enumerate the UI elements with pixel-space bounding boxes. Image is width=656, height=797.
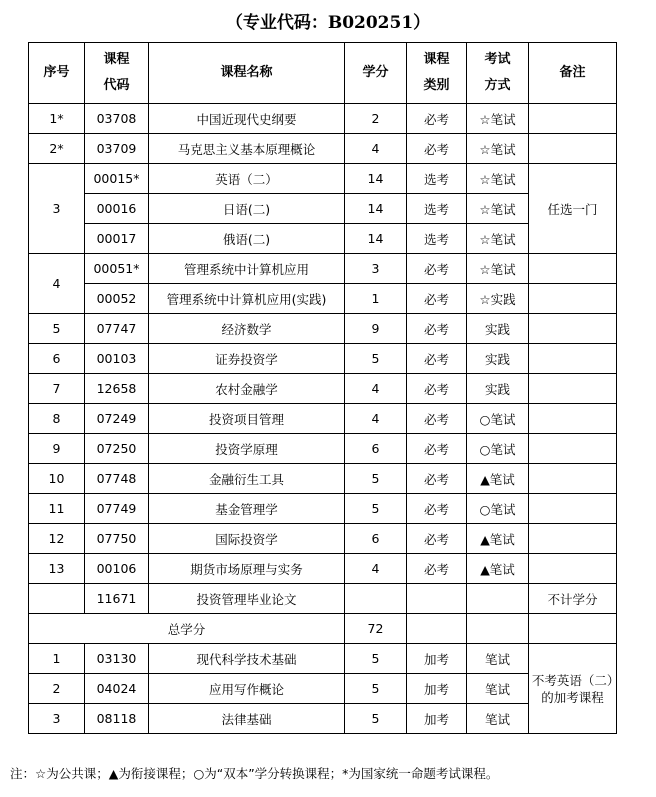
row-credit: 14 bbox=[345, 224, 407, 254]
row-name: 中国近现代史纲要 bbox=[149, 104, 345, 134]
row-credit: 5 bbox=[345, 344, 407, 374]
table-row bbox=[29, 134, 617, 164]
table-row bbox=[29, 104, 617, 134]
row-remark bbox=[529, 314, 617, 344]
header-code-line1: 课程 bbox=[103, 52, 130, 67]
table-row bbox=[29, 464, 617, 494]
row-credit: 3 bbox=[345, 254, 407, 284]
row-name: 基金管理学 bbox=[149, 494, 345, 524]
row-remark bbox=[529, 404, 617, 434]
row-exam: 实践 bbox=[467, 344, 529, 374]
row-name: 现代科学技术基础 bbox=[149, 644, 345, 674]
table-row-total bbox=[29, 614, 617, 644]
row-type: 选考 bbox=[407, 224, 467, 254]
row-credit: 5 bbox=[345, 704, 407, 734]
row-seq: 12 bbox=[29, 524, 85, 554]
table-row bbox=[29, 494, 617, 524]
row-credit: 5 bbox=[345, 674, 407, 704]
row-name: 农村金融学 bbox=[149, 374, 345, 404]
row-seq bbox=[29, 584, 85, 614]
row-type: 必考 bbox=[407, 134, 467, 164]
row-credit: 14 bbox=[345, 164, 407, 194]
table-header-row bbox=[29, 43, 617, 104]
row-exam: ▲笔试 bbox=[467, 554, 529, 584]
row-type: 必考 bbox=[407, 554, 467, 584]
row-remark bbox=[529, 134, 617, 164]
row-exam: 实践 bbox=[467, 314, 529, 344]
row-name: 应用写作概论 bbox=[149, 674, 345, 704]
row-exam: ☆实践 bbox=[467, 284, 529, 314]
row-seq: 1* bbox=[29, 104, 85, 134]
row-credit: 4 bbox=[345, 134, 407, 164]
row-name: 证券投资学 bbox=[149, 344, 345, 374]
row-type: 必考 bbox=[407, 344, 467, 374]
row-code: 12658 bbox=[85, 374, 149, 404]
row-code: 00106 bbox=[85, 554, 149, 584]
row-code: 03130 bbox=[85, 644, 149, 674]
header-name: 课程名称 bbox=[149, 43, 345, 104]
row-seq: 8 bbox=[29, 404, 85, 434]
row-type: 必考 bbox=[407, 254, 467, 284]
row-code: 00017 bbox=[85, 224, 149, 254]
row-name: 管理系统中计算机应用 bbox=[149, 254, 345, 284]
row-exam: 笔试 bbox=[467, 644, 529, 674]
total-credit: 72 bbox=[345, 614, 407, 644]
row-seq: 11 bbox=[29, 494, 85, 524]
table-row bbox=[29, 404, 617, 434]
row-credit: 4 bbox=[345, 374, 407, 404]
row-remark bbox=[529, 554, 617, 584]
row-seq: 2* bbox=[29, 134, 85, 164]
row-seq: 2 bbox=[29, 674, 85, 704]
row-remark-choose-one: 任选一门 bbox=[529, 164, 617, 254]
row-exam: ○笔试 bbox=[467, 404, 529, 434]
row-exam: ☆笔试 bbox=[467, 104, 529, 134]
row-name: 日语(二) bbox=[149, 194, 345, 224]
row-seq: 5 bbox=[29, 314, 85, 344]
table-row bbox=[29, 314, 617, 344]
row-remark bbox=[529, 284, 617, 314]
row-code: 03709 bbox=[85, 134, 149, 164]
row-name: 投资项目管理 bbox=[149, 404, 345, 434]
row-credit: 5 bbox=[345, 494, 407, 524]
header-exam bbox=[467, 43, 529, 104]
row-exam bbox=[467, 614, 529, 644]
row-code: 03708 bbox=[85, 104, 149, 134]
row-seq: 1 bbox=[29, 644, 85, 674]
row-credit: 1 bbox=[345, 284, 407, 314]
row-code: 07749 bbox=[85, 494, 149, 524]
row-remark bbox=[529, 524, 617, 554]
row-code: 07748 bbox=[85, 464, 149, 494]
row-type: 必考 bbox=[407, 434, 467, 464]
row-exam: ☆笔试 bbox=[467, 254, 529, 284]
row-credit bbox=[345, 584, 407, 614]
header-code bbox=[85, 43, 149, 104]
row-type: 加考 bbox=[407, 704, 467, 734]
row-type: 必考 bbox=[407, 104, 467, 134]
row-type: 必考 bbox=[407, 404, 467, 434]
row-remark bbox=[529, 494, 617, 524]
row-exam: 笔试 bbox=[467, 704, 529, 734]
header-exam-line2: 方式 bbox=[484, 78, 511, 93]
row-name: 俄语(二) bbox=[149, 224, 345, 254]
row-remark bbox=[529, 374, 617, 404]
row-name: 英语（二） bbox=[149, 164, 345, 194]
table-row bbox=[29, 524, 617, 554]
table-row bbox=[29, 224, 617, 254]
row-exam: ☆笔试 bbox=[467, 224, 529, 254]
row-credit: 4 bbox=[345, 554, 407, 584]
row-remark: 不计学分 bbox=[529, 584, 617, 614]
row-exam: ☆笔试 bbox=[467, 134, 529, 164]
row-name: 投资管理毕业论文 bbox=[149, 584, 345, 614]
header-seq: 序号 bbox=[29, 43, 85, 104]
header-code-line2: 代码 bbox=[103, 78, 130, 93]
row-exam bbox=[467, 584, 529, 614]
table-row bbox=[29, 374, 617, 404]
table-row-extra bbox=[29, 644, 617, 674]
row-name: 马克思主义基本原理概论 bbox=[149, 134, 345, 164]
page-title: （专业代码：B020251） bbox=[225, 13, 431, 33]
row-remark bbox=[529, 104, 617, 134]
table-row bbox=[29, 194, 617, 224]
row-type bbox=[407, 614, 467, 644]
header-remark: 备注 bbox=[529, 43, 617, 104]
row-name: 投资学原理 bbox=[149, 434, 345, 464]
header-exam-line1: 考试 bbox=[484, 52, 511, 67]
row-name: 法律基础 bbox=[149, 704, 345, 734]
row-type: 加考 bbox=[407, 674, 467, 704]
course-table bbox=[28, 42, 617, 734]
header-type-line2: 类别 bbox=[423, 78, 450, 93]
row-type: 必考 bbox=[407, 464, 467, 494]
row-type: 必考 bbox=[407, 284, 467, 314]
row-credit: 2 bbox=[345, 104, 407, 134]
row-credit: 5 bbox=[345, 644, 407, 674]
header-type bbox=[407, 43, 467, 104]
row-code: 11671 bbox=[85, 584, 149, 614]
total-label: 总学分 bbox=[29, 614, 345, 644]
row-type: 必考 bbox=[407, 374, 467, 404]
row-exam: ○笔试 bbox=[467, 494, 529, 524]
row-credit: 6 bbox=[345, 524, 407, 554]
row-exam: ☆笔试 bbox=[467, 194, 529, 224]
table-row bbox=[29, 254, 617, 284]
row-credit: 14 bbox=[345, 194, 407, 224]
row-code: 08118 bbox=[85, 704, 149, 734]
row-remark bbox=[529, 254, 617, 284]
row-exam: ▲笔试 bbox=[467, 464, 529, 494]
row-credit: 6 bbox=[345, 434, 407, 464]
table-row bbox=[29, 554, 617, 584]
table-row-extra bbox=[29, 674, 617, 704]
row-code: 00016 bbox=[85, 194, 149, 224]
row-type: 必考 bbox=[407, 494, 467, 524]
table-row bbox=[29, 344, 617, 374]
header-type-line1: 课程 bbox=[423, 52, 450, 67]
row-exam: 笔试 bbox=[467, 674, 529, 704]
row-seq: 10 bbox=[29, 464, 85, 494]
row-exam: ○笔试 bbox=[467, 434, 529, 464]
row-type bbox=[407, 584, 467, 614]
row-name: 管理系统中计算机应用(实践) bbox=[149, 284, 345, 314]
row-type: 加考 bbox=[407, 644, 467, 674]
row-seq: 6 bbox=[29, 344, 85, 374]
row-remark bbox=[529, 464, 617, 494]
table-row bbox=[29, 164, 617, 194]
row-code: 07747 bbox=[85, 314, 149, 344]
extra-remark: 不考英语（二）的加考课程 bbox=[529, 644, 617, 734]
table-row bbox=[29, 434, 617, 464]
row-type: 必考 bbox=[407, 524, 467, 554]
row-name: 国际投资学 bbox=[149, 524, 345, 554]
row-seq: 4 bbox=[29, 254, 85, 314]
row-seq: 3 bbox=[29, 704, 85, 734]
row-name: 期货市场原理与实务 bbox=[149, 554, 345, 584]
footnote: 注：☆为公共课；▲为衔接课程；○为“双本”学分转换课程；*为国家统一命题考试课程。 bbox=[10, 766, 499, 781]
row-code: 07750 bbox=[85, 524, 149, 554]
table-row-extra bbox=[29, 704, 617, 734]
row-seq: 3 bbox=[29, 164, 85, 254]
row-name: 金融衍生工具 bbox=[149, 464, 345, 494]
row-credit: 4 bbox=[345, 404, 407, 434]
table-row bbox=[29, 284, 617, 314]
row-exam: ▲笔试 bbox=[467, 524, 529, 554]
row-code: 00015* bbox=[85, 164, 149, 194]
row-code: 00052 bbox=[85, 284, 149, 314]
row-seq: 13 bbox=[29, 554, 85, 584]
row-code: 04024 bbox=[85, 674, 149, 704]
row-remark bbox=[529, 434, 617, 464]
row-seq: 9 bbox=[29, 434, 85, 464]
row-seq: 7 bbox=[29, 374, 85, 404]
row-credit: 5 bbox=[345, 464, 407, 494]
row-remark bbox=[529, 344, 617, 374]
row-type: 必考 bbox=[407, 314, 467, 344]
row-credit: 9 bbox=[345, 314, 407, 344]
row-code: 07249 bbox=[85, 404, 149, 434]
row-code: 00051* bbox=[85, 254, 149, 284]
row-type: 选考 bbox=[407, 194, 467, 224]
row-exam: ☆笔试 bbox=[467, 164, 529, 194]
row-type: 选考 bbox=[407, 164, 467, 194]
row-remark bbox=[529, 614, 617, 644]
row-code: 07250 bbox=[85, 434, 149, 464]
row-exam: 实践 bbox=[467, 374, 529, 404]
header-credit: 学分 bbox=[345, 43, 407, 104]
table-row-thesis bbox=[29, 584, 617, 614]
row-name: 经济数学 bbox=[149, 314, 345, 344]
row-code: 00103 bbox=[85, 344, 149, 374]
